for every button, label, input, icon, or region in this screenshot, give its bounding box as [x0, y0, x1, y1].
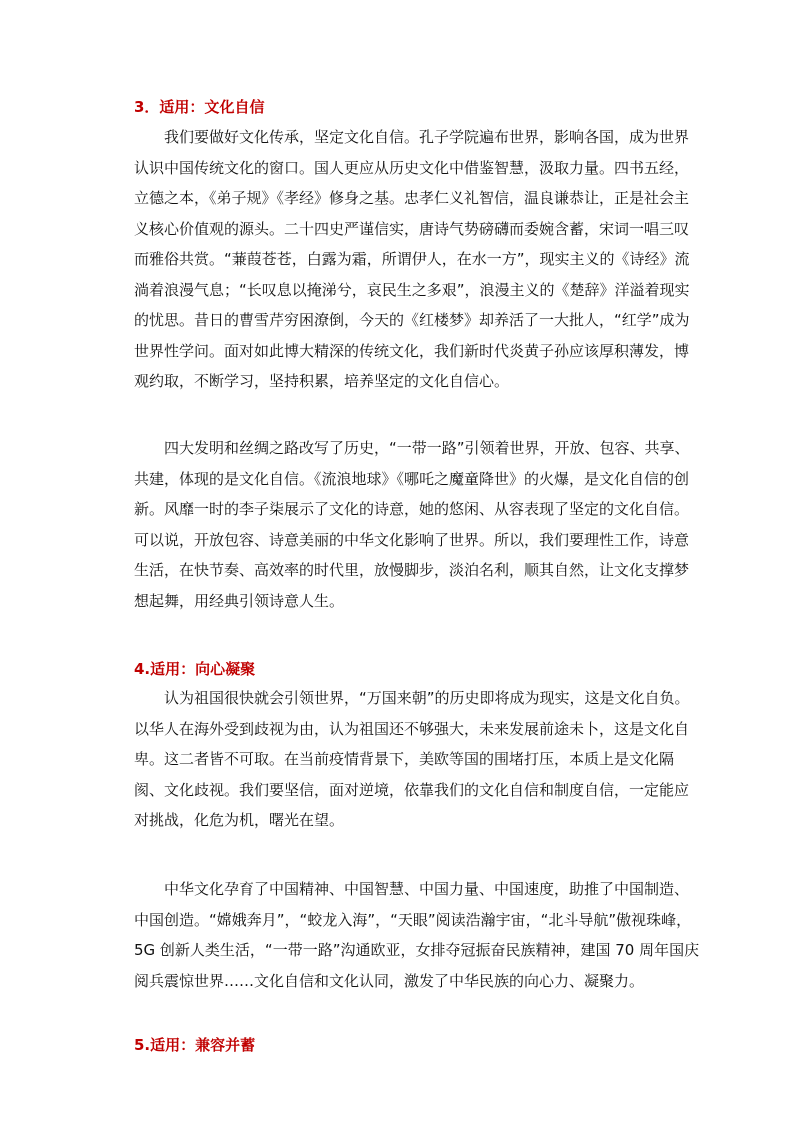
- text-line: 共建，体现的是文化自信。《流浪地球》《哪吒之魔童降世》的火爆，是文化自信的创: [134, 469, 690, 488]
- text-line: 卑。这二者皆不可取。在当前疫情背景下，美欧等国的围堵打压，本质上是文化隔: [134, 750, 675, 768]
- text-line: 世界性学问。面对如此博大精深的传统文化，我们新时代炎黄子孙应该厚积薄发，博: [134, 341, 690, 360]
- text-line: 立德之本，《弟子规》《孝经》修身之基。忠孝仁义礼智信，温良谦恭让，正是社会主: [134, 189, 690, 207]
- text-line: 四大发明和丝绸之路改写了历史，“一带一路”引领着世界，开放、包容、共享、: [134, 439, 690, 457]
- paragraph-3-1: [134, 122, 690, 397]
- text-line: 对挑战，化危为机，曙光在望。: [134, 811, 345, 829]
- text-line: 认识中国传统文化的窗口。国人更应从历史文化中借鉴智慧，汲取力量。四书五经，: [134, 158, 690, 177]
- section-heading-4: 4.适用：向心凝聚: [134, 660, 256, 678]
- paragraph-3-2: [134, 433, 690, 616]
- paragraph-4-2: [134, 874, 700, 996]
- text-line: 以华人在海外受到歧视为由，认为祖国还不够强大，未来发展前途未卜，这是文化自: [134, 719, 690, 738]
- text-line: 而雅俗共赏。“蒹葭苍苍，白露为霜，所谓伊人，在水一方”，现实主义的《诗经》流: [134, 250, 690, 268]
- text-line: 我们要做好文化传承，坚定文化自信。孔子学院遍布世界，影响各国，成为世界: [134, 128, 690, 146]
- text-line: 生活，在快节奏、高效率的时代里，放慢脚步，淡泊名利，顺其自然，让文化支撑梦: [134, 561, 690, 579]
- paragraph-4-1: [134, 683, 690, 836]
- text-line: 阂、文化歧视。我们要坚信，面对逆境，依靠我们的文化自信和制度自信，一定能应: [134, 780, 690, 799]
- text-line: 淌着浪漫气息；“长叹息以掩涕兮，哀民生之多艰”，浪漫主义的《楚辞》洋溢着现实: [134, 280, 690, 299]
- text-line: 新。风靡一时的李子柒展示了文化的诗意，她的悠闲、从容表现了坚定的文化自信。: [134, 500, 690, 518]
- text-line: 想起舞，用经典引领诗意人生。: [134, 591, 345, 610]
- section-heading-3: 3．适用：文化自信: [134, 98, 265, 116]
- text-line: 5G 创新人类生活，“一带一路”沟通欧亚，女排夺冠振奋民族精神，建国 70 周年国庆: [134, 941, 700, 959]
- text-line: 认为祖国很快就会引领世界，“万国来朝”的历史即将成为现实，这是文化自负。: [134, 689, 690, 707]
- text-line: 中华文化孕育了中国精神、中国智慧、中国力量、中国速度，助推了中国制造、: [134, 880, 690, 898]
- text-line: 阅兵震惊世界……文化自信和文化认同，激发了中华民族的向心力、凝聚力。: [134, 971, 645, 990]
- text-line: 义核心价值观的源头。二十四史严谨信实，唐诗气势磅礴而委婉含蓄，宋词一唱三叹: [134, 219, 690, 238]
- text-line: 观约取，不断学习，坚持积累，培养坚定的文化自信心。: [134, 372, 510, 390]
- text-line: 可以说，开放包容、诗意美丽的中华文化影响了世界。所以，我们要理性工作，诗意: [134, 530, 690, 549]
- text-line: 中国创造。“嫦娥奔月”，“蛟龙入海”，“天眼”阅读浩瀚宇宙，“北斗导航”傲视珠峰，: [134, 910, 692, 929]
- section-heading-5: 5.适用：兼容并蓄: [134, 1036, 256, 1054]
- text-line: 的忧思。昔日的曹雪芹穷困潦倒，今天的《红楼梦》却养活了一大批人，“红学”成为: [134, 311, 690, 329]
